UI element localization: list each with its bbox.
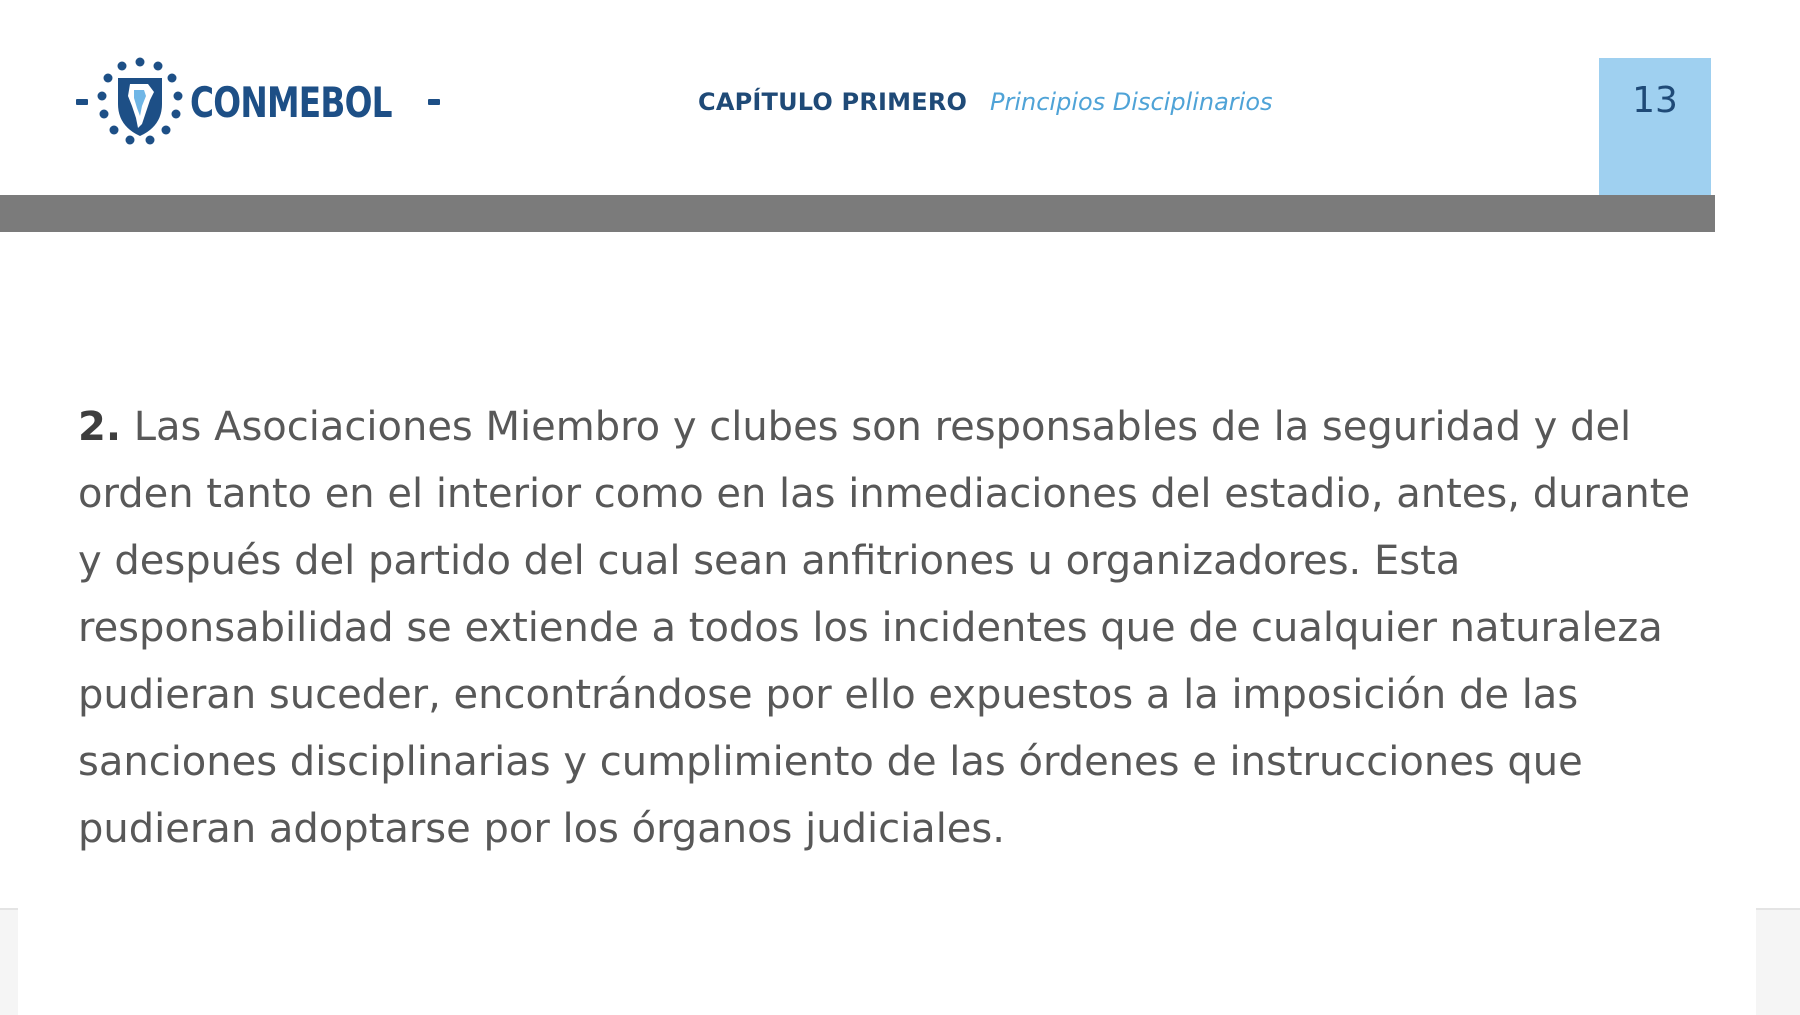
conmebol-emblem-icon	[96, 56, 184, 148]
logo-dash-left	[76, 99, 88, 105]
article-text: Las Asociaciones Miembro y clubes son responsables de la seguridad y del orden tanto en el interior como en las inmediaciones del estadio, antes, durante y después del partido del cual sean anfitriones u organizadores. Esta responsabilidad se extiende a todos los incidentes que de cualquier naturaleza pudieran suceder, encontrándose por ello expuestos a la imposición de las sanciones disciplinarias y cumplimiento de las órdenes e instrucciones que pudieran adoptarse por los órganos judiciales.	[78, 404, 1691, 852]
section-label: Principios Disciplinarios	[990, 88, 1273, 116]
article-number: 2.	[78, 404, 122, 450]
page-header	[0, 0, 1800, 232]
header-divider-bar	[0, 195, 1715, 232]
next-page-edge-right	[1756, 908, 1800, 1015]
conmebol-logo	[76, 56, 440, 148]
page-number-box	[1599, 58, 1711, 195]
logo-dash-right	[428, 99, 440, 105]
logo-wordmark: CONMEBOL	[190, 77, 392, 127]
page-number: 13	[1632, 80, 1678, 121]
next-page-edge-left	[0, 908, 18, 1015]
chapter-label: CAPÍTULO PRIMERO	[698, 88, 968, 116]
article-paragraph	[78, 394, 1698, 863]
